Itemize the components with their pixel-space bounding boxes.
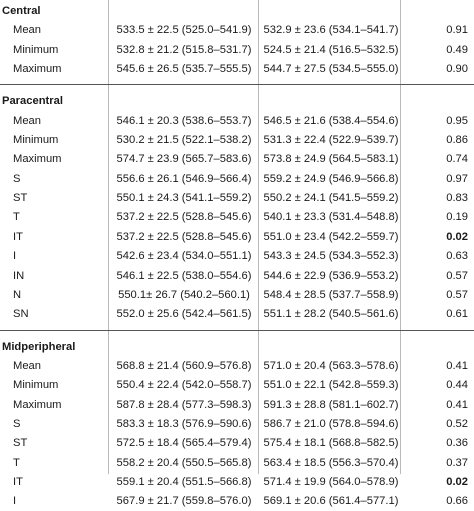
group1-value: 587.8 ± 28.4 (577.3–598.3) xyxy=(116,399,252,411)
group1-value: 530.2 ± 21.5 (522.1–538.2) xyxy=(116,134,252,146)
table-row xyxy=(0,454,474,473)
group1-value: 583.3 ± 18.3 (576.9–590.6) xyxy=(116,418,252,430)
group2-value: 550.2 ± 24.1 (541.5–559.2) xyxy=(263,192,399,204)
group2-value: 543.3 ± 24.5 (534.3–552.3) xyxy=(263,250,399,262)
group2-value: 569.1 ± 20.6 (561.4–577.1) xyxy=(263,495,399,507)
row-label: T xyxy=(13,457,20,469)
section-title: Central xyxy=(2,5,41,17)
group1-value: 532.8 ± 21.2 (515.8–531.7) xyxy=(116,44,252,56)
table-row xyxy=(0,189,474,208)
table-row xyxy=(0,170,474,189)
p-value: 0.83 xyxy=(446,192,468,204)
group2-value: 524.5 ± 21.4 (516.5–532.5) xyxy=(263,44,399,56)
table-row xyxy=(0,21,474,40)
p-value: 0.57 xyxy=(446,270,468,282)
table-row xyxy=(0,286,474,305)
section-header-row xyxy=(0,2,474,21)
row-label: Maximum xyxy=(13,153,62,165)
p-value: 0.91 xyxy=(446,24,468,36)
group1-value: 574.7 ± 23.9 (565.7–583.6) xyxy=(116,153,252,165)
row-label: Mean xyxy=(13,24,41,36)
p-value: 0.97 xyxy=(446,173,468,185)
section-header-row xyxy=(0,338,474,357)
row-label: S xyxy=(13,418,21,430)
table-row xyxy=(0,357,474,376)
table-row xyxy=(0,492,474,511)
table-row xyxy=(0,228,474,247)
p-value: 0.02 xyxy=(446,476,468,488)
group1-value: 550.1± 26.7 (540.2–560.1) xyxy=(118,289,250,301)
group2-value: 546.5 ± 21.6 (538.4–554.6) xyxy=(263,115,399,127)
p-value: 0.44 xyxy=(446,379,468,391)
group2-value: 548.4 ± 28.5 (537.7–558.9) xyxy=(263,289,399,301)
group2-value: 571.0 ± 20.4 (563.3–578.6) xyxy=(263,360,399,372)
group2-value: 551.0 ± 23.4 (542.2–559.7) xyxy=(263,231,399,243)
p-value: 0.52 xyxy=(446,418,468,430)
p-value: 0.95 xyxy=(446,115,468,127)
p-value: 0.90 xyxy=(446,63,468,75)
section-title: Midperipheral xyxy=(2,341,76,353)
group1-value: 550.4 ± 22.4 (542.0–558.7) xyxy=(116,379,252,391)
group1-value: 546.1 ± 22.5 (538.0–554.6) xyxy=(116,270,252,282)
table-row xyxy=(0,415,474,434)
group2-value: 591.3 ± 28.8 (581.1–602.7) xyxy=(263,399,399,411)
group2-value: 559.2 ± 24.9 (546.9–566.8) xyxy=(263,173,399,185)
p-value: 0.41 xyxy=(446,360,468,372)
table-row xyxy=(0,396,474,415)
row-label: Maximum xyxy=(13,63,62,75)
p-value: 0.41 xyxy=(446,399,468,411)
group2-value: 563.4 ± 18.5 (556.3–570.4) xyxy=(263,457,399,469)
row-label: T xyxy=(13,211,20,223)
group1-value: 533.5 ± 22.5 (525.0–541.9) xyxy=(116,24,252,36)
row-label: IT xyxy=(13,231,23,243)
section-header-row xyxy=(0,92,474,111)
section-divider xyxy=(0,330,474,331)
p-value: 0.74 xyxy=(446,153,468,165)
table-row xyxy=(0,267,474,286)
row-label: Mean xyxy=(13,360,41,372)
group1-value: 550.1 ± 24.3 (541.1–559.2) xyxy=(116,192,252,204)
group2-value: 586.7 ± 21.0 (578.8–594.6) xyxy=(263,418,399,430)
group1-value: 546.1 ± 20.3 (538.6–553.7) xyxy=(116,115,252,127)
table-row xyxy=(0,376,474,395)
group1-value: 545.6 ± 26.5 (535.7–555.5) xyxy=(116,63,252,75)
row-label: S xyxy=(13,173,21,185)
group1-value: 558.2 ± 20.4 (550.5–565.8) xyxy=(116,457,252,469)
group1-value: 568.8 ± 21.4 (560.9–576.8) xyxy=(116,360,252,372)
p-value: 0.36 xyxy=(446,437,468,449)
row-label: IT xyxy=(13,476,23,488)
group1-value: 572.5 ± 18.4 (565.4–579.4) xyxy=(116,437,252,449)
row-label: SN xyxy=(13,308,29,320)
table-row xyxy=(0,473,474,492)
group1-value: 552.0 ± 25.6 (542.4–561.5) xyxy=(116,308,252,320)
section-divider xyxy=(0,84,474,85)
table-row xyxy=(0,305,474,324)
group2-value: 544.6 ± 22.9 (536.9–553.2) xyxy=(263,270,399,282)
row-label: I xyxy=(13,495,17,507)
row-label: Minimum xyxy=(13,134,59,146)
p-value: 0.57 xyxy=(446,289,468,301)
row-label: Minimum xyxy=(13,44,59,56)
group2-value: 540.1 ± 23.3 (531.4–548.8) xyxy=(263,211,399,223)
group2-value: 532.9 ± 23.6 (534.1–541.7) xyxy=(263,24,399,36)
group1-value: 537.2 ± 22.5 (528.8–545.6) xyxy=(116,231,252,243)
row-label: IN xyxy=(13,270,25,282)
group2-value: 551.1 ± 28.2 (540.5–561.6) xyxy=(263,308,399,320)
p-value: 0.19 xyxy=(446,211,468,223)
row-label: I xyxy=(13,250,17,262)
group1-value: 559.1 ± 20.4 (551.5–566.8) xyxy=(116,476,252,488)
table-row xyxy=(0,247,474,266)
group2-value: 573.8 ± 24.9 (564.5–583.1) xyxy=(263,153,399,165)
table-row xyxy=(0,434,474,453)
group1-value: 567.9 ± 21.7 (559.8–576.0) xyxy=(116,495,252,507)
p-value: 0.02 xyxy=(446,231,468,243)
table-row xyxy=(0,131,474,150)
p-value: 0.66 xyxy=(446,495,468,507)
p-value: 0.61 xyxy=(446,308,468,320)
group2-value: 544.7 ± 27.5 (534.5–555.0) xyxy=(263,63,399,75)
row-label: Mean xyxy=(13,115,41,127)
row-label: Minimum xyxy=(13,379,59,391)
row-label: ST xyxy=(13,437,28,449)
p-value: 0.86 xyxy=(446,134,468,146)
p-value: 0.63 xyxy=(446,250,468,262)
row-label: Maximum xyxy=(13,399,62,411)
table-row xyxy=(0,60,474,79)
p-value: 0.37 xyxy=(446,457,468,469)
table-row xyxy=(0,112,474,131)
row-label: ST xyxy=(13,192,28,204)
group1-value: 537.2 ± 22.5 (528.8–545.6) xyxy=(116,211,252,223)
group2-value: 575.4 ± 18.1 (568.8–582.5) xyxy=(263,437,399,449)
section-title: Paracentral xyxy=(2,95,63,107)
p-value: 0.49 xyxy=(446,44,468,56)
group2-value: 551.0 ± 22.1 (542.8–559.3) xyxy=(263,379,399,391)
table-row xyxy=(0,41,474,60)
table-row xyxy=(0,150,474,169)
group2-value: 531.3 ± 22.4 (522.9–539.7) xyxy=(263,134,399,146)
group1-value: 542.6 ± 23.4 (534.0–551.1) xyxy=(116,250,252,262)
row-label: N xyxy=(13,289,22,301)
table-row xyxy=(0,208,474,227)
group1-value: 556.6 ± 26.1 (546.9–566.4) xyxy=(116,173,252,185)
group2-value: 571.4 ± 19.9 (564.0–578.9) xyxy=(263,476,399,488)
